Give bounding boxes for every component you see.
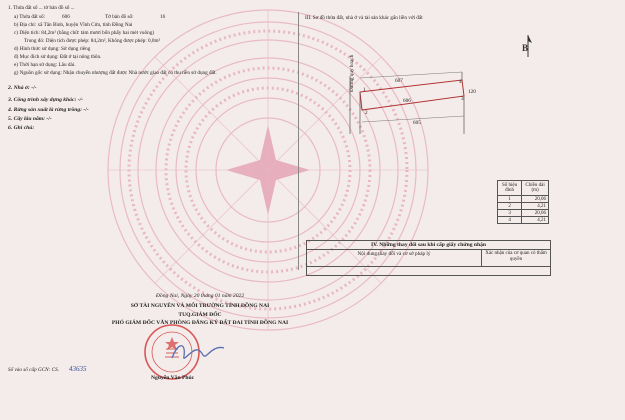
corner-1: 1	[363, 87, 366, 93]
signature-mark	[168, 338, 228, 366]
parcel-main-label: 606	[403, 98, 411, 104]
parcel-diagram	[320, 70, 500, 140]
length-cell: 4,21	[522, 203, 549, 210]
changes-col-confirm: Xác nhận của cơ quan có thẩm quyền	[485, 251, 547, 262]
corner-4: 4	[459, 79, 462, 85]
cert-number: 43635	[69, 365, 87, 373]
header-top-line: 1. Thửa đất số ... tờ bản đồ số ...	[8, 5, 75, 11]
length-cell: 20,06	[522, 210, 549, 217]
parcel-number-label: a) Thửa đất số:	[14, 14, 46, 20]
vertex-cell: 1	[498, 196, 522, 203]
lengths-header-vertex: Số hiệu đỉnh	[498, 181, 522, 196]
address: b) Địa chỉ: xã Tân Bình, huyện Vĩnh Cửu, tỉnh Đồng Nai	[14, 22, 133, 28]
section-forest: 4. Rừng sản xuất là rừng trồng: -/-	[8, 107, 89, 113]
lengths-header-length: Chiều dài (m)	[522, 181, 549, 196]
svg-text:B: B	[522, 43, 529, 53]
column-divider	[298, 12, 299, 270]
parcel-number: 606	[62, 14, 70, 20]
table-row	[498, 203, 549, 210]
section-house: 2. Nhà ở: -/-	[8, 85, 37, 91]
neighbor-top-label: 607	[395, 78, 403, 84]
lengths-table	[497, 180, 549, 224]
corner-2: 2	[365, 110, 368, 116]
tuq-director: TUQ.GIÁM ĐỐC	[178, 312, 222, 318]
land-origin: g) Nguồn gốc sử dụng: Nhận chuyển nhượng đất được Nhà nước giao đất có thu tiền sử dụng đất.	[14, 70, 217, 76]
land-purpose: đ) Mục đích sử dụng: Đất ở tại nông thôn.	[14, 54, 102, 60]
neighbor-right-label: 120	[468, 89, 476, 95]
area-detail: Trong đó: Diện tích được phép: 84,2m², Không được phép: 0,0m²	[24, 38, 161, 44]
section-trees: 5. Cây lâu năm: -/-	[8, 116, 52, 122]
changes-table	[306, 240, 551, 276]
lengths-header-row	[498, 181, 549, 196]
table-row	[498, 217, 549, 224]
road-label: Đường quy hoạch	[349, 54, 355, 92]
diagram-title: III. Sơ đồ thửa đất, nhà ở và tài sản khác gắn liền với đất	[305, 15, 423, 21]
vertex-cell: 2	[498, 203, 522, 210]
changes-title: IV. Những thay đổi sau khi cấp giấy chứng nhận	[307, 241, 550, 250]
area: c) Diện tích: 84,2m² (bằng chữ: tám mươi bốn phẩy hai mét vuông)	[14, 30, 155, 36]
section-notes: 6. Ghi chú:	[8, 125, 35, 131]
table-row	[498, 196, 549, 203]
use-term: e) Thời hạn sử dụng: Lâu dài.	[14, 62, 76, 68]
table-row	[498, 210, 549, 217]
cert-number-label: Số vào sổ cấp GCN: CS.	[8, 367, 60, 373]
map-sheet-number: 16	[160, 14, 166, 20]
changes-header-row	[307, 250, 550, 267]
use-form: d) Hình thức sử dụng: Sử dụng riêng	[14, 46, 91, 52]
place-date: Đồng Nai, Ngày 20 tháng 01 năm 2022	[155, 293, 245, 299]
length-cell: 20,06	[522, 196, 549, 203]
vertex-cell: 3	[498, 210, 522, 217]
signer-name: Nguyễn Văn Phúc	[151, 375, 195, 381]
vertex-cell: 4	[498, 217, 522, 224]
issuing-org: SỞ TÀI NGUYÊN VÀ MÔI TRƯỜNG TỈNH ĐỒNG NAI	[130, 303, 270, 309]
map-sheet-label: Tờ bản đồ số:	[105, 14, 134, 20]
length-cell: 4,21	[522, 217, 549, 224]
deputy-title: PHÓ GIÁM ĐỐC VĂN PHÒNG ĐĂNG KÝ ĐẤT ĐAI TỈNH ĐỒNG NAI	[111, 320, 289, 326]
section-construction: 3. Công trình xây dựng khác: -/-	[8, 97, 83, 103]
north-arrow-icon	[520, 34, 536, 58]
changes-col-content: Nội dung thay đổi và cơ sở pháp lý	[307, 250, 482, 266]
neighbor-bottom-label: 605	[413, 120, 421, 126]
corner-3: 3	[461, 96, 464, 102]
